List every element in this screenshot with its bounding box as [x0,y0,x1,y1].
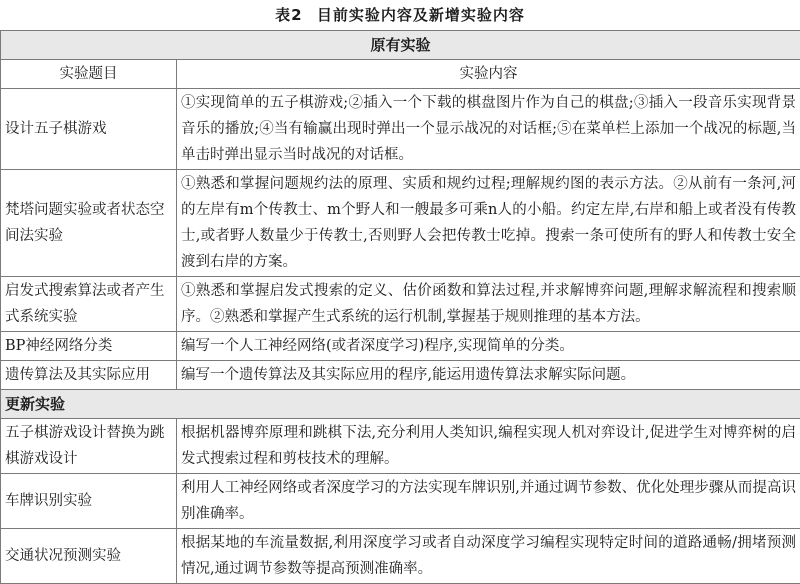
content-cell: 编写一个遗传算法及其实际应用的程序,能运用遗传算法求解实际问题。 [177,361,800,390]
content-cell: 利用人工神经网络或者深度学习的方法实现车牌识别,并通过调节参数、优化处理步骤从而提高识别准确率。 [177,474,800,529]
topic-cell: 梵塔问题实验或者状态空间法实验 [1,170,177,277]
section-row-original [1,31,800,60]
topic-cell: BP神经网络分类 [1,332,177,361]
content-cell: ①熟悉和掌握问题规约法的原理、实质和规约过程;理解规约图的表示方法。②从前有一条河,河的左岸有m个传教士、m个野人和一艘最多可乘n人的小船。约定左岸,右岸和船上或者没有传教士,或者野人数量少于传教士,否则野人会把传教士吃掉。搜索一条可使所有的野人和传教士安全渡到右岸的方案。 [177,170,800,277]
content-cell: 编写一个人工神经网络(或者深度学习)程序,实现简单的分类。 [177,332,800,361]
table-caption [0,0,800,30]
section-row-updated [1,390,800,419]
table-row [1,170,800,277]
column-header-topic: 实验题目 [1,60,177,89]
content-cell: 根据机器博弈原理和跳棋下法,充分利用人类知识,编程实现人机对弈设计,促进学生对博弈树的启发式搜索过程和剪枝技术的理解。 [177,419,800,474]
experiment-table [0,30,800,584]
topic-cell: 五子棋游戏设计替换为跳棋游戏设计 [1,419,177,474]
table-row [1,277,800,332]
table-number: 表2 [275,6,302,24]
header-row [1,60,800,89]
column-header-content: 实验内容 [177,60,800,89]
content-cell: 根据某地的车流量数据,利用深度学习或者自动深度学习编程实现特定时间的道路通畅/拥堵预测情况,通过调节参数等提高预测准确率。 [177,529,800,584]
topic-cell: 设计五子棋游戏 [1,89,177,170]
table-row [1,89,800,170]
table-title: 目前实验内容及新增实验内容 [317,6,525,24]
content-cell: ①熟悉和掌握启发式搜索的定义、估价函数和算法过程,并求解博弈问题,理解求解流程和搜索顺序。②熟悉和掌握产生式系统的运行机制,掌握基于规则推理的基本方法。 [177,277,800,332]
table-row [1,419,800,474]
topic-cell: 遗传算法及其实际应用 [1,361,177,390]
topic-cell: 车牌识别实验 [1,474,177,529]
section-title-updated: 更新实验 [1,390,800,419]
table-row [1,474,800,529]
section-title-original: 原有实验 [1,31,800,60]
topic-cell: 启发式搜索算法或者产生式系统实验 [1,277,177,332]
table-row [1,529,800,584]
table-row [1,332,800,361]
content-cell: ①实现简单的五子棋游戏;②插入一个下载的棋盘图片作为自己的棋盘;③插入一段音乐实现背景音乐的播放;④当有输赢出现时弹出一个显示战况的对话框;⑤在菜单栏上添加一个战况的标题,当单击时弹出显示当时战况的对话框。 [177,89,800,170]
table-row [1,361,800,390]
topic-cell: 交通状况预测实验 [1,529,177,584]
